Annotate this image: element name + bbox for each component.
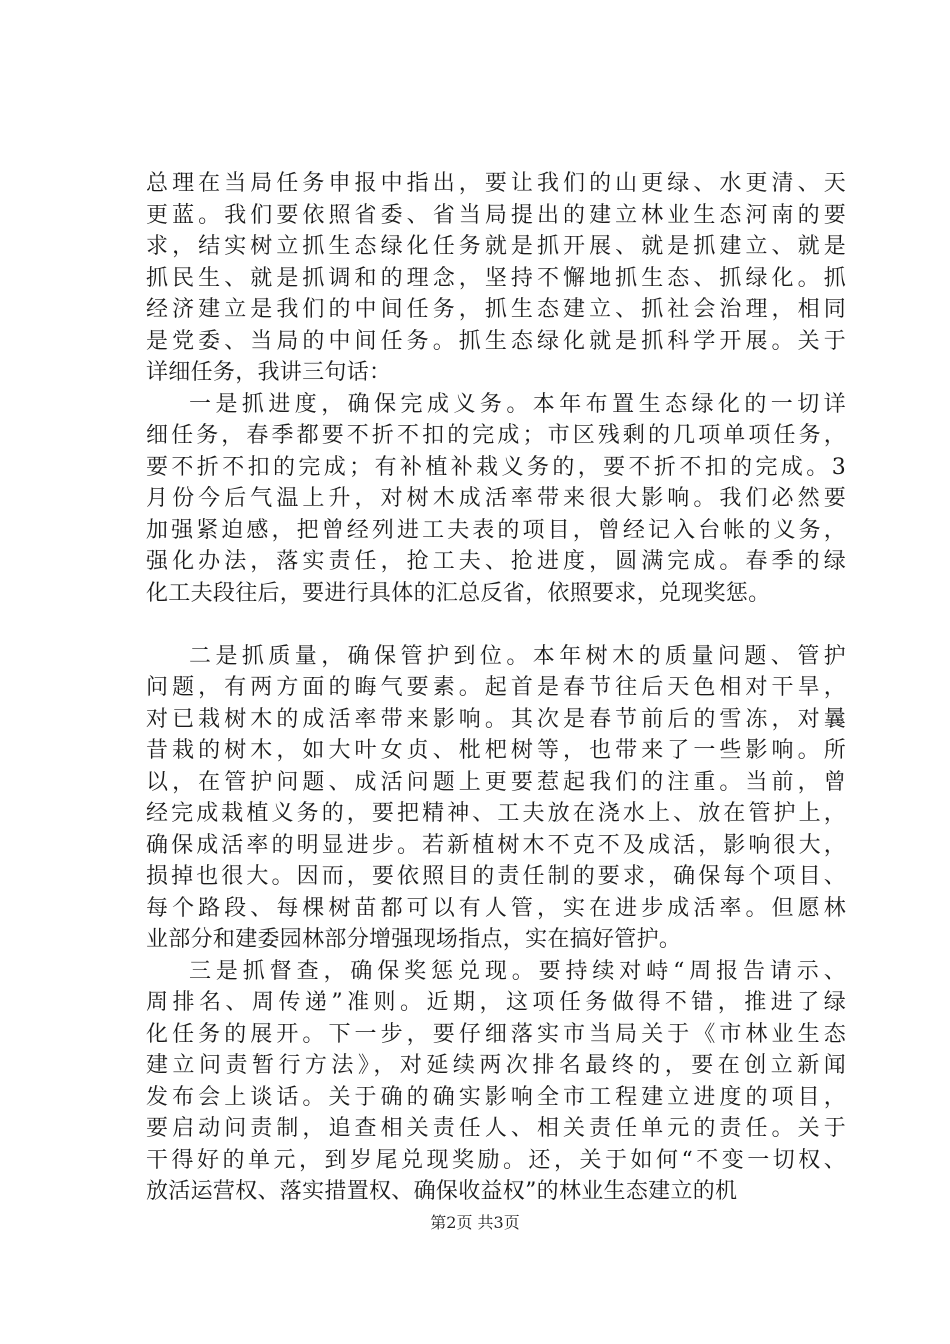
text-line: 抓民生、就是抓调和的理念，坚持不懈地抓生态、抓绿化。抓 xyxy=(146,265,846,291)
text-line: 干得好的单元，到岁尾兑现奖励。还，关于如何“不变一切权、 xyxy=(146,1147,846,1173)
page-footer: 第2页 共3页 xyxy=(430,1213,520,1232)
text-line: 确保成活率的明显进步。若新植树木不克不及成活，影响很大， xyxy=(146,832,846,858)
text-line: 详细任务，我讲三句话： xyxy=(146,360,392,385)
text-line: 三是抓督查，确保奖惩兑现。要持续对峙“周报告请示、 xyxy=(189,958,846,984)
text-line: 二是抓质量，确保管护到位。本年树木的质量问题、管护 xyxy=(189,643,846,669)
text-line: 每个路段、每棵树苗都可以有人管，实在进步成活率。但愿林 xyxy=(146,895,846,921)
text-line: 总理在当局任务申报中指出，要让我们的山更绿、水更清、天 xyxy=(146,171,846,196)
text-line: 周排名、周传递”准则。近期，这项任务做得不错，推进了绿 xyxy=(146,990,846,1015)
document-body xyxy=(146,168,846,1208)
text-line: 化工夫段往后，要进行具体的汇总反省，依照要求，兑现奖惩。 xyxy=(146,580,771,606)
paragraph-spacer xyxy=(146,609,846,641)
text-line: 业部分和建委园林部分增强现场指点，实在搞好管护。 xyxy=(146,927,682,952)
text-line: 问题，有两方面的晦气要素。起首是春节往后天色相对干旱， xyxy=(146,675,846,700)
paragraph xyxy=(146,168,846,389)
text-line: 强化办法，落实责任，抢工夫、抢进度，圆满完成。春季的绿 xyxy=(146,549,846,574)
text-line: 损掉也很大。因而，要依照目的责任制的要求，确保每个项目、 xyxy=(146,864,846,889)
text-line: 细任务，春季都要不折不扣的完成；市区残剩的几项单项任务， xyxy=(146,423,846,448)
text-line: 加强紧迫感，把曾经列进工夫表的项目，曾经记入台帐的义务， xyxy=(146,517,846,543)
text-line: 是党委、当局的中间任务。抓生态绿化就是抓科学开展。关于 xyxy=(146,328,846,354)
paragraph xyxy=(146,389,846,610)
text-line: 以，在管护问题、成活问题上更要惹起我们的注重。当前，曾 xyxy=(146,769,846,795)
text-line: 求，结实树立抓生态绿化任务就是抓开展、就是抓建立、就是 xyxy=(146,234,846,259)
paragraph xyxy=(146,641,846,956)
text-line: 月份今后气温上升，对树木成活率带来很大影响。我们必然要 xyxy=(146,486,846,511)
text-line: 更蓝。我们要依照省委、省当局提出的建立林业生态河南的要 xyxy=(146,202,846,228)
text-line: 化任务的展开。下一步，要仔细落实市当局关于《市林业生态 xyxy=(146,1021,846,1047)
text-line: 一是抓进度，确保完成义务。本年布置生态绿化的一切详 xyxy=(189,391,846,417)
text-line: 要不折不扣的完成；有补植补栽义务的，要不折不扣的完成。3 xyxy=(146,454,846,480)
text-line: 经济建立是我们的中间任务，抓生态建立、抓社会治理，相同 xyxy=(146,297,846,322)
text-line: 放活运营权、落实措置权、确保收益权”的林业生态建立的机 xyxy=(146,1179,738,1204)
text-line: 建立问责暂行方法》，对延续两次排名最终的，要在创立新闻 xyxy=(146,1053,846,1078)
paragraph xyxy=(146,956,846,1208)
text-line: 昔栽的树木，如大叶女贞、枇杷树等，也带来了一些影响。所 xyxy=(146,738,846,763)
text-line: 要启动问责制，追查相关责任人、相关责任单元的责任。关于 xyxy=(146,1116,846,1141)
text-line: 发布会上谈话。关于确的确实影响全市工程建立进度的项目， xyxy=(146,1084,846,1110)
text-line: 经完成栽植义务的，要把精神、工夫放在浇水上、放在管护上， xyxy=(146,801,846,826)
text-line: 对已栽树木的成活率带来影响。其次是春节前后的雪冻，对曩 xyxy=(146,706,846,732)
